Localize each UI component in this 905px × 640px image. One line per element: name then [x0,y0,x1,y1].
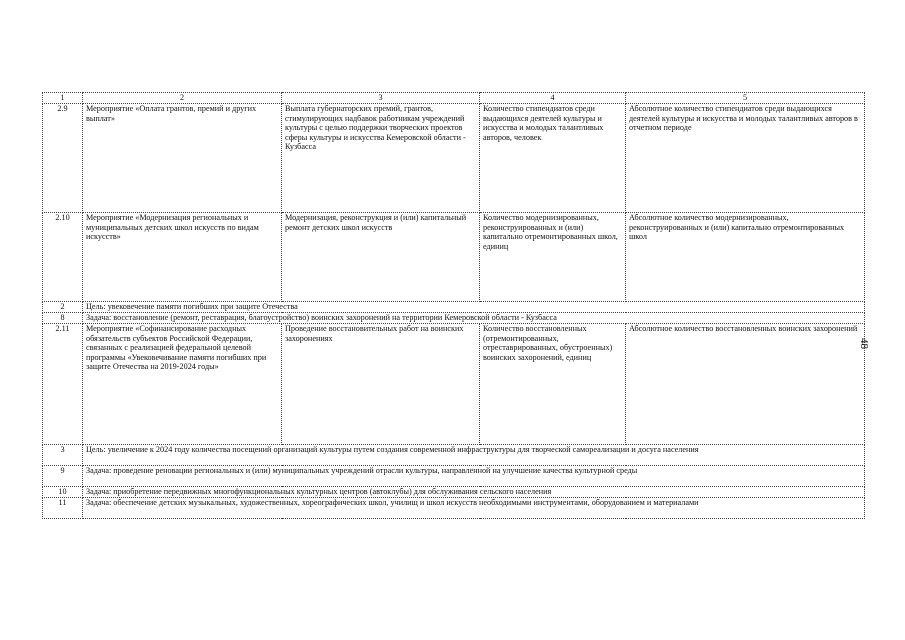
method-cell: Абсолютное количество модернизированных, реконструированных и (или) капитально отремонтированных школ [626,213,865,302]
table-row [43,324,865,445]
row-number: 2 [43,302,83,313]
indicators-table [42,92,865,519]
header-cell: 5 [626,93,865,104]
event-cell: Мероприятие «Модернизация региональных и муниципальных детских школ искусств по видам искусств» [83,213,282,302]
row-number: 2.9 [43,104,83,213]
row-number: 2.11 [43,324,83,445]
goal-row [43,302,865,313]
task-text: Задача: приобретение передвижных многофункциональных культурных центров (автоклубы) для обслуживания сельского населения [83,487,865,498]
header-cell: 4 [480,93,626,104]
indicator-cell: Количество модернизированных, реконструированных и (или) капитально отремонтированных школ, единиц [480,213,626,302]
row-number: 11 [43,498,83,519]
header-cell: 1 [43,93,83,104]
event-cell: Мероприятие «Софинансирование расходных обязательств субъектов Российской Федерации, связанных с реализацией федеральной целевой программы «Увековечивание памяти погибших при защите Отечества на 2019-2024 годы» [83,324,282,445]
description-cell: Модернизация, реконструкция и (или) капитальный ремонт детских школ искусств [282,213,480,302]
indicator-cell: Количество стипендиатов среди выдающихся деятелей культуры и искусства и молодых талантливых авторов, человек [480,104,626,213]
task-row [43,498,865,519]
description-cell: Проведение восстановительных работ на воинских захоронениях [282,324,480,445]
row-number: 3 [43,445,83,466]
method-cell: Абсолютное количество стипендиатов среди выдающихся деятелей культуры и искусства и молодых талантливых авторов в отчетном периоде [626,104,865,213]
table-row [43,104,865,213]
row-number: 9 [43,466,83,487]
header-cell: 2 [83,93,282,104]
row-number: 2.10 [43,213,83,302]
row-number: 10 [43,487,83,498]
table-header-row [43,93,865,104]
event-cell: Мероприятие «Оплата грантов, премий и других выплат» [83,104,282,213]
task-text: Задача: проведение реновации региональных и (или) муниципальных учреждений отрасли культуры, направленной на улучшение качества культурной среды [83,466,865,487]
goal-text: Цель: увековечение памяти погибших при защите Отечества [83,302,865,313]
goal-text: Цель: увеличение к 2024 году количества посещений организаций культуры путем создания современной инфраструктуры для творческой самореализации и досуга населения [83,445,865,466]
description-cell: Выплата губернаторских премий, грантов, стимулирующих надбавок работникам учреждений культуры с целью поддержки творческих проектов сферы культуры и искусства Кемеровской области - Кузбасса [282,104,480,213]
row-number: 8 [43,313,83,324]
task-row [43,313,865,324]
task-row [43,466,865,487]
method-cell: Абсолютное количество восстановленных воинских захоронений [626,324,865,445]
task-text: Задача: обеспечение детских музыкальных, художественных, хореографических школ, училищ и школ искусств необходимыми инструментами, оборудованием и материалами [83,498,865,519]
goal-row [43,445,865,466]
indicator-cell: Количество восстановленных (отремонтированных, отреставрированных, обустроенных) воинских захоронений, единиц [480,324,626,445]
page-number: 48 [858,338,870,349]
task-row [43,487,865,498]
task-text: Задача: восстановление (ремонт, реставрация, благоустройство) воинских захоронений на территории Кемеровской области - Кузбасса [83,313,865,324]
table-row [43,213,865,302]
header-cell: 3 [282,93,480,104]
